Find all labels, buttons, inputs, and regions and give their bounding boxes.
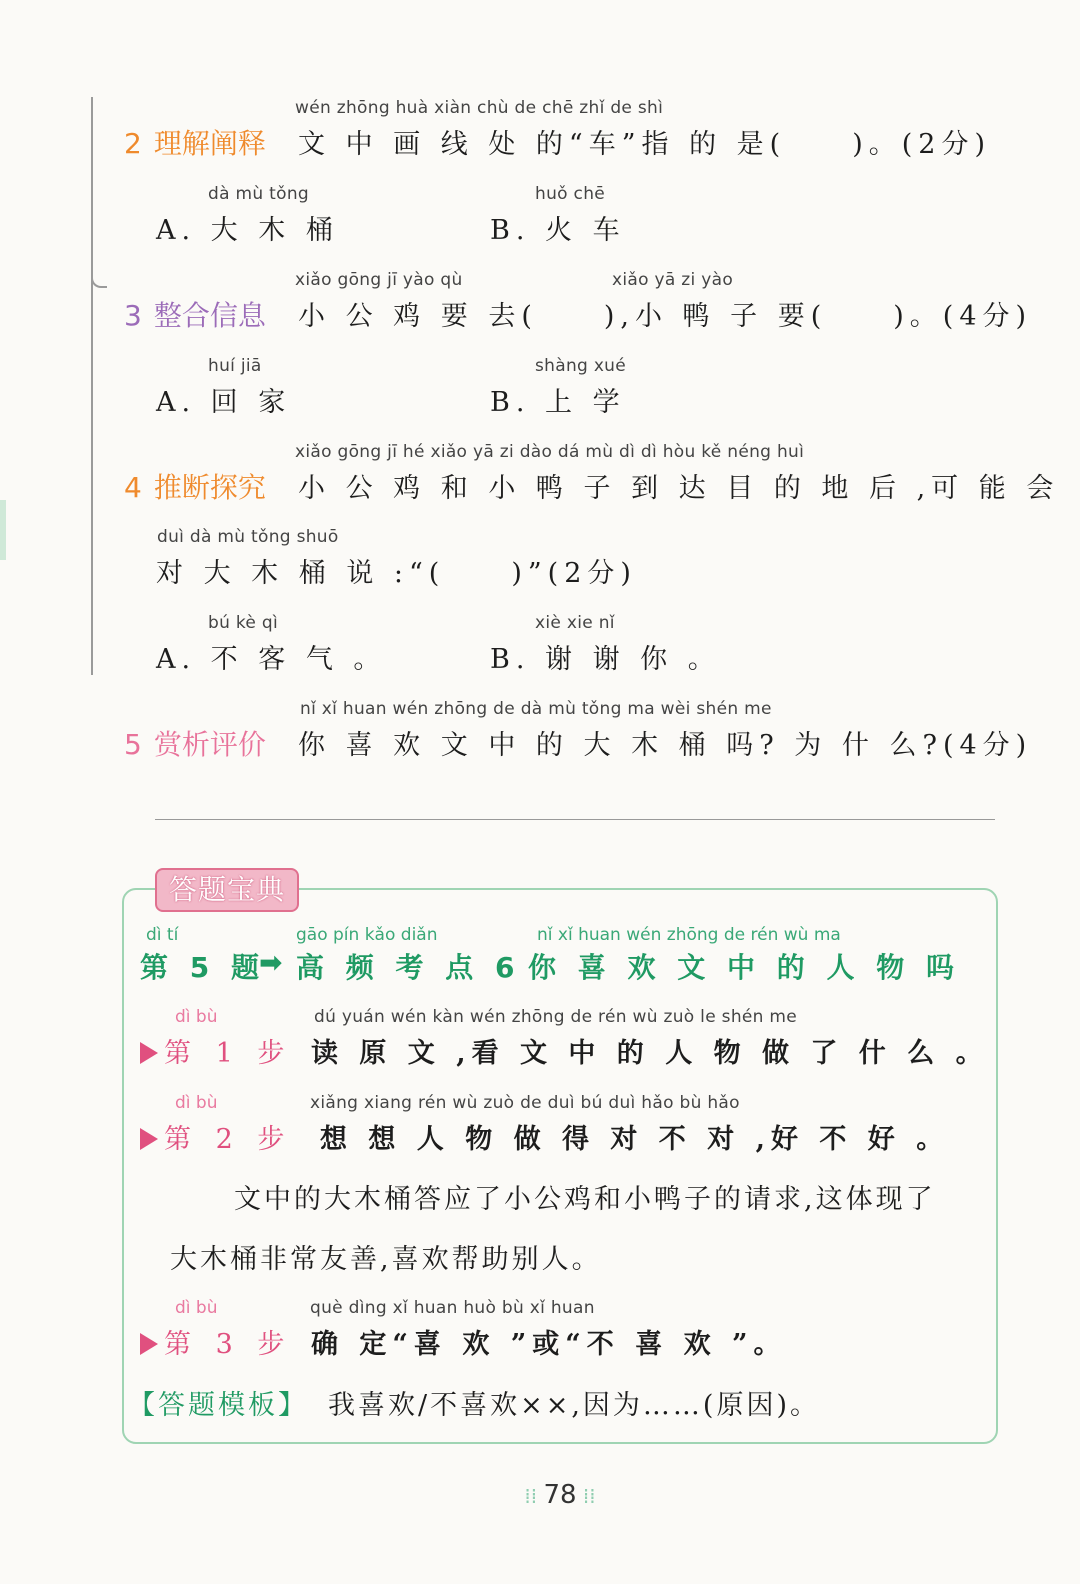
q3-category: 整合信息 [153, 299, 266, 332]
step2-text: 想 想 人 物 做 得 对 不 对 ,好 不 好 。 [320, 1124, 950, 1155]
q4-option-b: B. 谢 谢 你 。 [490, 644, 721, 675]
step3-text: 确 定“喜 欢 ”或“不 喜 欢 ”。 [311, 1329, 787, 1360]
q3-pinyin: xiǎo gōng jī yào qù [295, 270, 463, 290]
header-exam-point: 高 频 考 点 6 [296, 951, 521, 984]
step3-label: 第 3 步 [140, 1322, 292, 1361]
triangle-right-icon [140, 1042, 158, 1064]
q2-question: 文 中 画 线 处 的“车”指 的 是( )。(2分) [298, 129, 991, 160]
q2-heading [124, 122, 266, 162]
section-bracket-notch [91, 272, 107, 288]
explanation-line-2: 大木桶非常友善,喜欢帮助别人。 [170, 1244, 602, 1275]
q2-optB-pinyin: huǒ chē [535, 184, 606, 204]
template-label: 【答题模板】 [128, 1390, 308, 1421]
answer-line [155, 819, 995, 820]
q4-number: 4 [124, 471, 142, 504]
q2-pinyin: wén zhōng huà xiàn chù de chē zhǐ de shì [295, 98, 664, 118]
q4-optA-pinyin: bú kè qì [208, 613, 278, 633]
q3-optA-pinyin: huí jiā [208, 356, 262, 376]
q2-number: 2 [124, 127, 142, 160]
q4-category: 推断探究 [153, 471, 266, 504]
template-text: 我喜欢/不喜欢××,因为……(原因)。 [328, 1390, 820, 1421]
step1-label-pinyin: dì bù [175, 1007, 218, 1027]
q4-optB-pinyin: xiè xie nǐ [535, 613, 615, 633]
q4-question-line2: 对 大 木 桶 说 :“( )”(2分) [156, 558, 637, 589]
step1-label: 第 1 步 [140, 1031, 292, 1070]
triangle-right-icon [140, 1128, 158, 1150]
explanation-line-1: 文中的大木桶答应了小公鸡和小鸭子的请求,这体现了 [234, 1184, 936, 1215]
q5-category: 赏析评价 [153, 728, 266, 761]
q3-pinyin-2: xiǎo yā zi yào [612, 270, 734, 290]
step3-pinyin: què dìng xǐ huan huò bù xǐ huan [310, 1298, 595, 1318]
q3-option-b: B. 上 学 [490, 387, 626, 418]
header-topic: 你 喜 欢 文 中 的 人 物 吗 [528, 951, 960, 984]
page-edge-tab [0, 500, 6, 560]
q2-option-a: A. 大 木 桶 [156, 215, 339, 246]
q3-option-a: A. 回 家 [156, 387, 292, 418]
q3-optB-pinyin: shàng xué [535, 356, 627, 376]
page-number-text: 78 [543, 1480, 577, 1510]
q5-number: 5 [124, 728, 142, 761]
page-deco-left-icon: ⁞⁞ [524, 1484, 544, 1508]
page-number [500, 1480, 620, 1510]
triangle-right-icon [140, 1333, 158, 1355]
q2-option-b: B. 火 车 [490, 215, 626, 246]
q4-heading [124, 466, 266, 506]
arrow-right-icon: ➡ [259, 946, 289, 979]
header-pinyin-1: dì tí [146, 925, 179, 945]
header-pinyin-3: nǐ xǐ huan wén zhōng de rén wù ma [537, 925, 841, 945]
q4-pinyin: xiǎo gōng jī hé xiǎo yā zi dào dá mù dì dì hòu kě néng huì [295, 442, 805, 462]
q5-pinyin: nǐ xǐ huan wén zhōng de dà mù tǒng ma wèi shén me [300, 699, 772, 719]
step1-pinyin: dú yuán wén kàn wén zhōng de rén wù zuò le shén me [314, 1007, 798, 1027]
step3-label-pinyin: dì bù [175, 1298, 218, 1318]
q3-heading [124, 294, 266, 334]
q4-line2-pinyin: duì dà mù tǒng shuō [157, 527, 339, 547]
step2-label: 第 2 步 [140, 1117, 292, 1156]
step1-text: 读 原 文 ,看 文 中 的 人 物 做 了 什 么 。 [311, 1038, 989, 1069]
header-pinyin-2: gāo pín kǎo diǎn [296, 925, 438, 945]
q5-heading [124, 723, 266, 763]
answer-guide-tag: 答题宝典 [155, 868, 299, 912]
section-bracket [91, 97, 93, 675]
step2-label-pinyin: dì bù [175, 1093, 218, 1113]
page-deco-right-icon: ⁞⁞ [576, 1484, 596, 1508]
header-question-no: 第 5 题 [140, 951, 265, 984]
q3-number: 3 [124, 299, 142, 332]
q5-question: 你 喜 欢 文 中 的 大 木 桶 吗? 为 什 么?(4分) [298, 730, 1033, 761]
q4-question: 小 公 鸡 和 小 鸭 子 到 达 目 的 地 后 ,可 能 会 [298, 473, 1060, 504]
step2-pinyin: xiǎng xiang rén wù zuò de duì bú duì hǎo bù hǎo [310, 1093, 740, 1113]
q2-optA-pinyin: dà mù tǒng [208, 184, 309, 204]
q2-category: 理解阐释 [153, 127, 266, 160]
q4-option-a: A. 不 客 气 。 [156, 644, 387, 675]
q3-question: 小 公 鸡 要 去( ),小 鸭 子 要( )。(4分) [298, 301, 1033, 332]
